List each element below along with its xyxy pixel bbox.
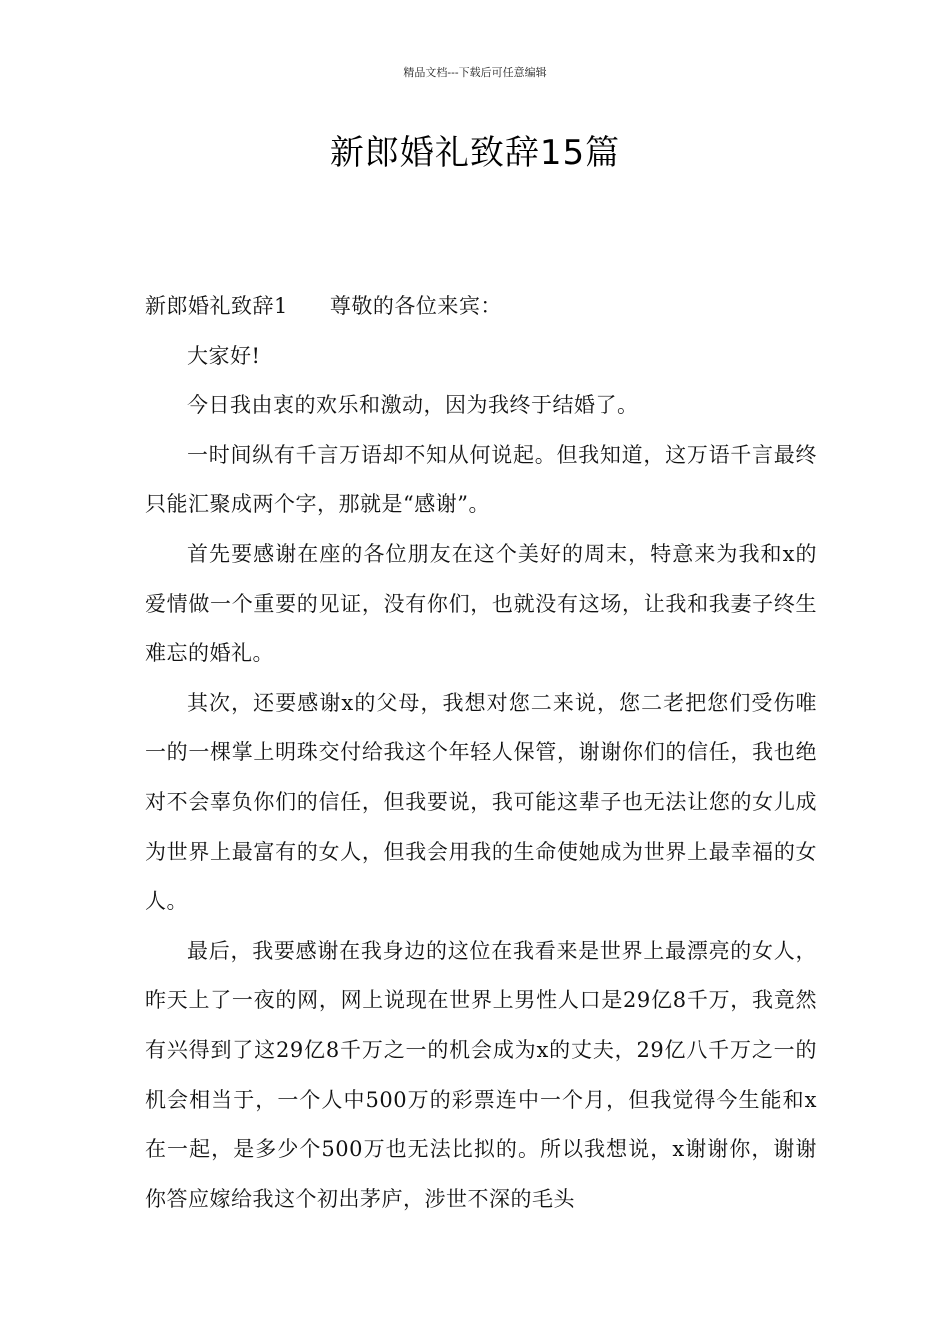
paragraph: 一时间纵有千言万语却不知从何说起。但我知道，这万语千言最终只能汇聚成两个字，那就是“感谢”。 — [145, 442, 817, 517]
section-label: 新郎婚礼致辞1 — [145, 294, 288, 318]
paragraph: 大家好! — [187, 343, 261, 368]
document-body — [145, 282, 817, 1224]
paragraph: 首先要感谢在座的各位朋友在这个美好的周末，特意来为我和x的爱情做一个重要的见证，没有你们，也就没有这场，让我和我妻子终生难忘的婚礼。 — [145, 541, 817, 666]
paragraph: 其次，还要感谢x的父母，我想对您二来说，您二老把您们受伤唯一的一棵掌上明珠交付给我这个年轻人保管，谢谢你们的信任，我也绝对不会辜负你们的信任，但我要说，我可能这辈子也无法让您的女儿成为世界上最富有的女人，但我会用我的生命使她成为世界上最幸福的女人。 — [145, 690, 817, 914]
document-title: 新郎婚礼致辞15篇 — [329, 133, 621, 173]
paragraph: 最后，我要感谢在我身边的这位在我看来是世界上最漂亮的女人，昨天上了一夜的网，网上说现在世界上男性人口是29亿8千万，我竟然有兴得到了这29亿8千万之一的机会成为x的丈夫，29亿八千万之一的机会相当于，一个人中500万的彩票连中一个月，但我觉得今生能和x在一起，是多少个500万也无法比拟的。所以我想说，x谢谢你，谢谢你答应嫁给我这个初出茅庐，涉世不深的毛头 — [145, 938, 817, 1211]
salutation: 尊敬的各位来宾： — [329, 294, 502, 318]
header-note: 精品文档---下载后可任意编辑 — [403, 66, 547, 79]
paragraph: 今日我由衷的欢乐和激动，因为我终于结婚了。 — [187, 393, 639, 418]
section-heading-line — [145, 282, 817, 332]
